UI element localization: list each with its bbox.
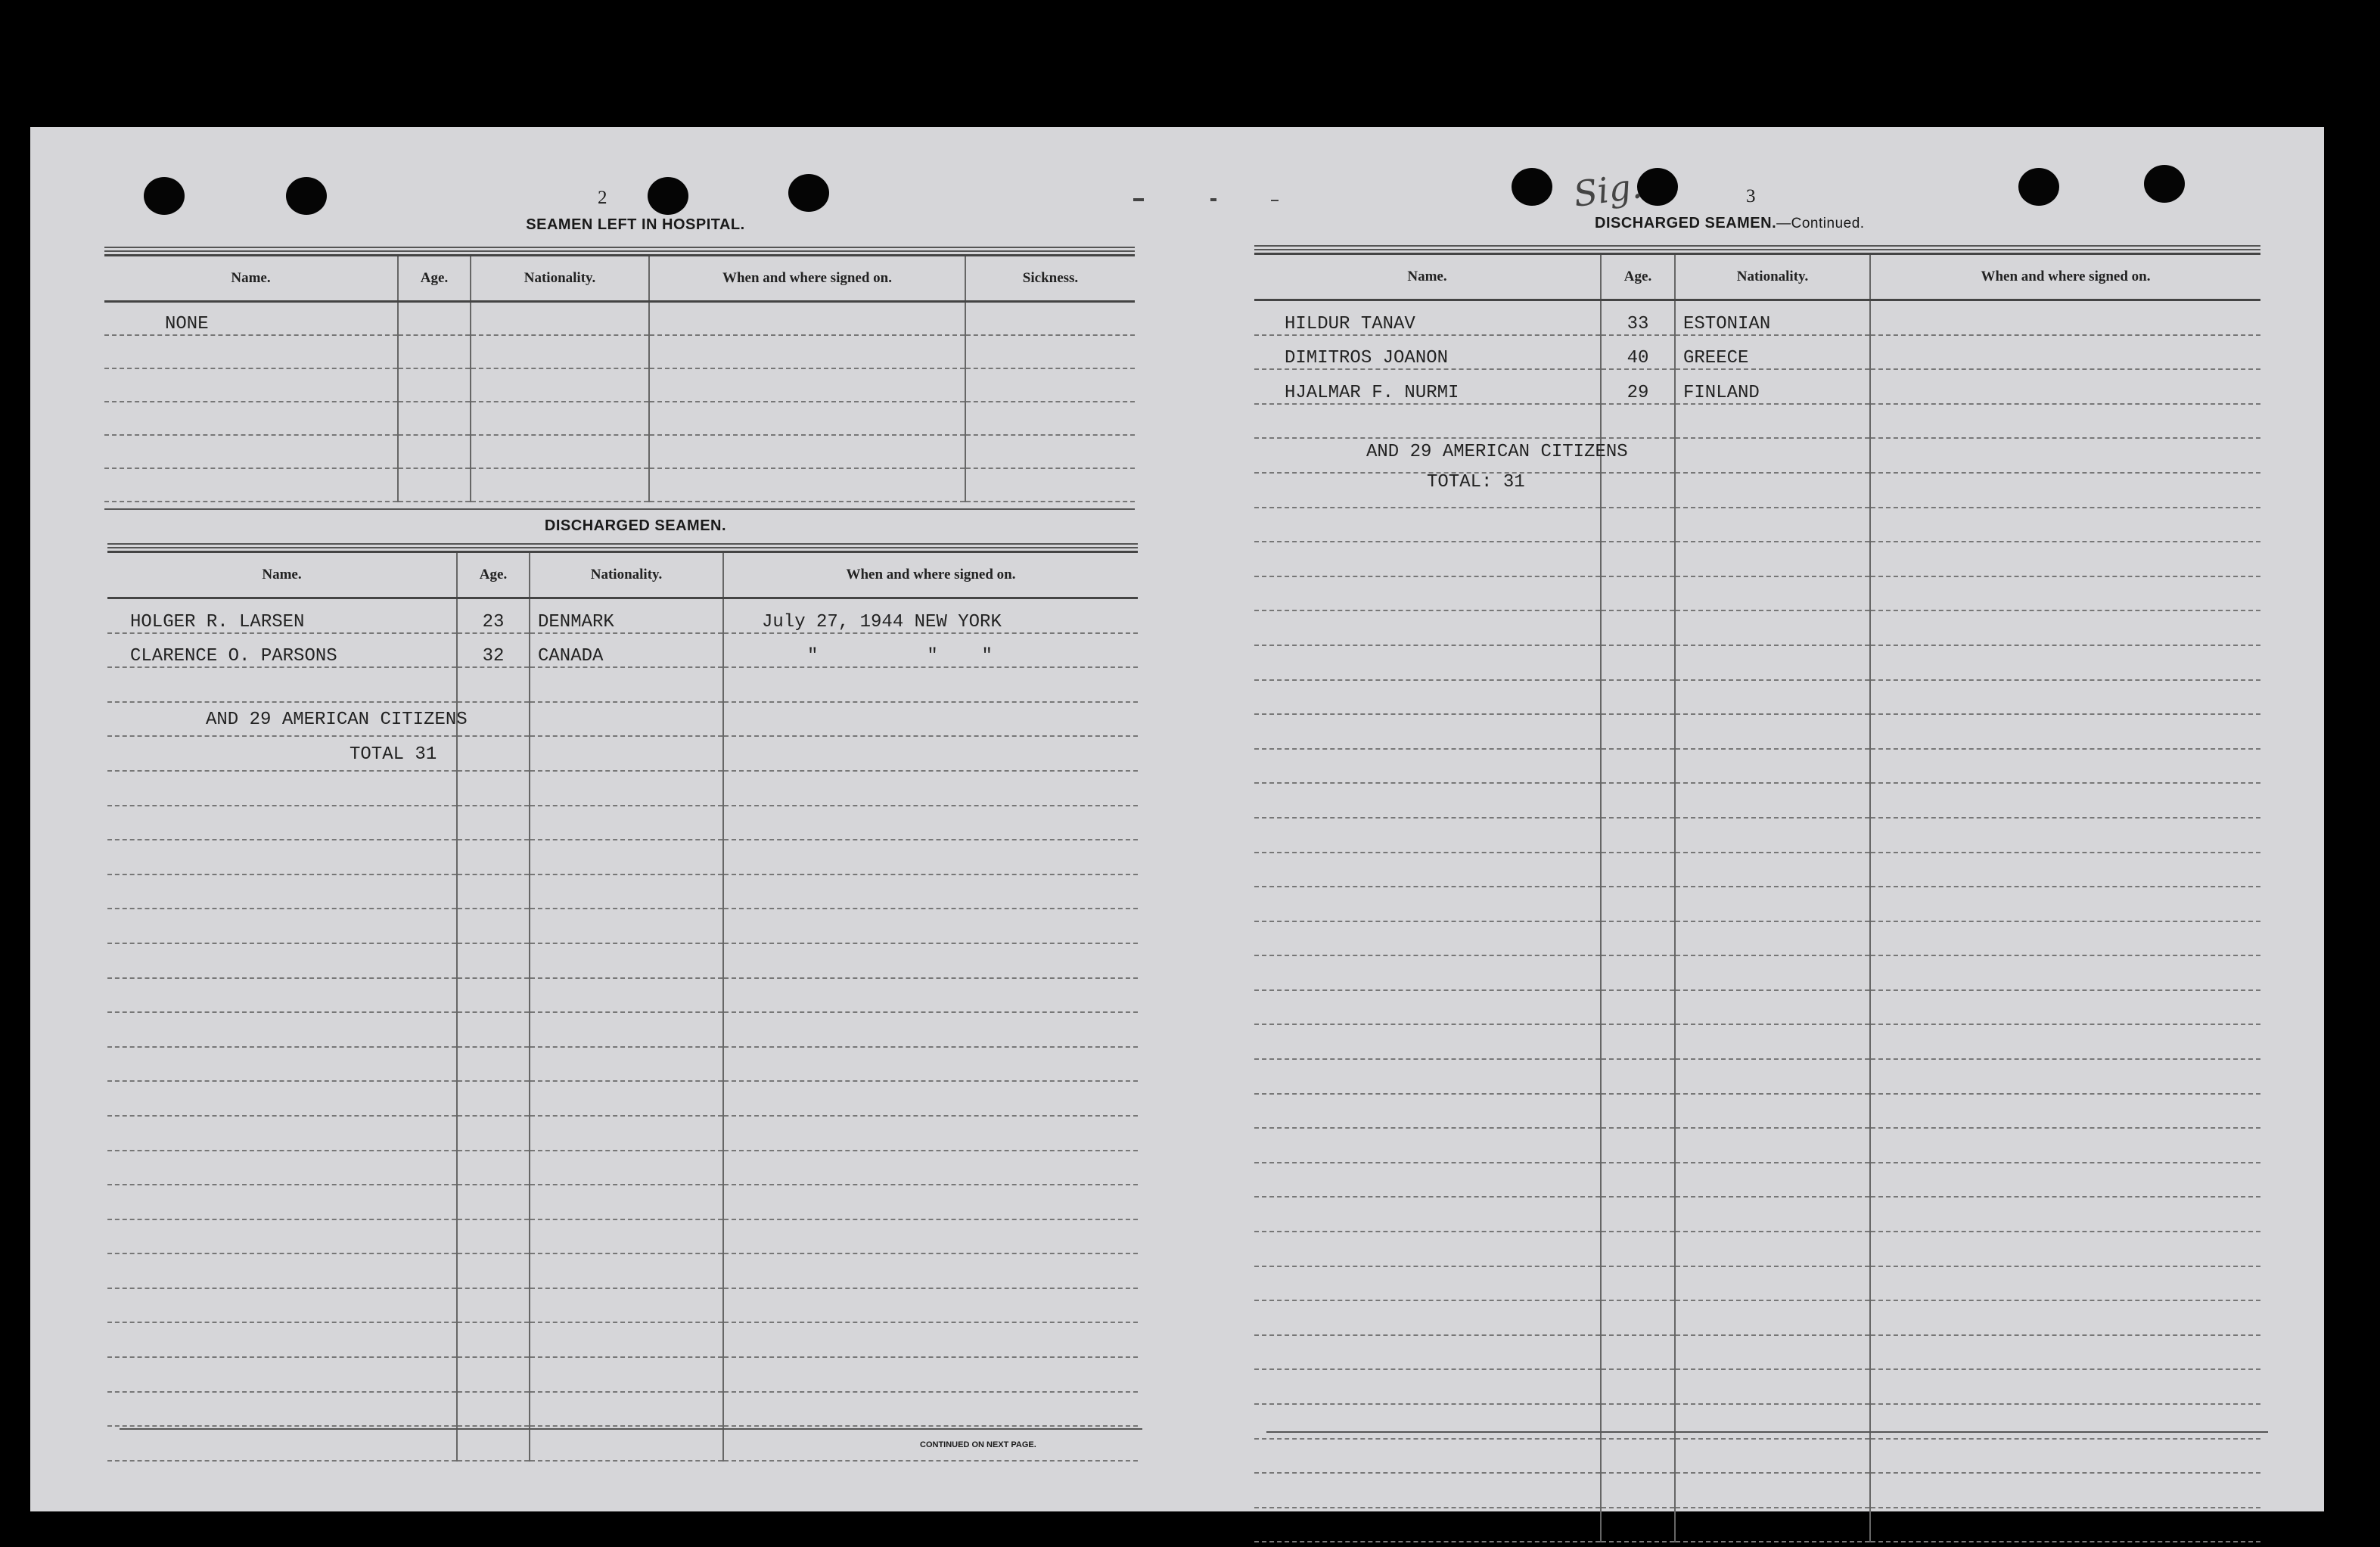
cell-age: 33 xyxy=(1601,300,1675,335)
table-row xyxy=(104,302,1135,336)
scan-mark xyxy=(1271,200,1279,201)
blank-ruled-row xyxy=(1254,1266,2260,1301)
double-rule xyxy=(104,247,1135,252)
page-number: 2 xyxy=(598,188,607,208)
blank-ruled-row xyxy=(1254,576,2260,611)
punch-hole xyxy=(144,177,185,215)
blank-ruled-row xyxy=(1254,1473,2260,1508)
blank-ruled-row xyxy=(107,1253,1138,1288)
blank-ruled-row xyxy=(1254,1128,2260,1163)
cell-signed-on: July 27, 1944 NEW YORK xyxy=(723,598,1138,633)
punch-hole xyxy=(2144,165,2185,203)
double-rule xyxy=(1254,245,2260,250)
blank-ruled-row xyxy=(107,1047,1138,1082)
blank-ruled-row xyxy=(1254,1197,2260,1232)
blank-ruled-row xyxy=(1254,1232,2260,1266)
cell-name: HOLGER R. LARSEN xyxy=(107,598,457,633)
blank-ruled-row xyxy=(107,1392,1138,1427)
blank-ruled-row xyxy=(1254,1094,2260,1129)
american-citizens-note: AND 29 AMERICAN CITIZENS xyxy=(206,710,468,730)
cell-nationality: DENMARK xyxy=(530,598,723,633)
cell-age: 32 xyxy=(457,633,530,668)
blank-ruled-row xyxy=(1254,714,2260,749)
cell-age xyxy=(398,302,471,336)
table-header-row xyxy=(1254,254,2260,300)
cell-signed-on: " " " xyxy=(723,633,1138,668)
blank-ruled-row xyxy=(1254,1508,2260,1542)
cell-signed-on xyxy=(1870,369,2260,404)
blank-ruled-row xyxy=(107,1012,1138,1047)
cell-age: 29 xyxy=(1601,369,1675,404)
blank-ruled-row xyxy=(1254,990,2260,1025)
table-row xyxy=(104,468,1135,502)
bottom-rule xyxy=(1266,1431,2268,1433)
continued-footer: CONTINUED ON NEXT PAGE. xyxy=(920,1440,1036,1449)
column-header-name: Name. xyxy=(107,552,457,598)
cell-nationality: GREECE xyxy=(1675,335,1870,370)
blank-ruled-row xyxy=(1254,680,2260,715)
blank-ruled-row xyxy=(107,1288,1138,1323)
table-row xyxy=(1254,369,2260,404)
blank-ruled-row xyxy=(107,1219,1138,1254)
column-header-nationality: Nationality. xyxy=(1675,254,1870,300)
cell-name: DIMITROS JOANON xyxy=(1254,335,1601,370)
section-title-discharged-continued xyxy=(1595,215,1958,232)
cell-name: HILDUR TANAV xyxy=(1254,300,1601,335)
blank-ruled-row xyxy=(107,771,1138,806)
blank-ruled-row xyxy=(107,806,1138,840)
blank-ruled-row xyxy=(107,1116,1138,1151)
blank-ruled-row xyxy=(1254,955,2260,990)
cell-name: CLARENCE O. PARSONS xyxy=(107,633,457,668)
punch-hole xyxy=(788,174,829,212)
column-header-signed-on: When and where signed on. xyxy=(723,552,1138,598)
blank-ruled-row xyxy=(107,736,1138,771)
cell-name: HJALMAR F. NURMI xyxy=(1254,369,1601,404)
table-row xyxy=(107,598,1138,633)
blank-ruled-row xyxy=(1254,473,2260,508)
blank-ruled-row xyxy=(1254,1369,2260,1404)
blank-ruled-row xyxy=(1254,1300,2260,1335)
blank-ruled-row xyxy=(107,1357,1138,1392)
blank-ruled-row xyxy=(107,978,1138,1013)
column-header-nationality: Nationality. xyxy=(530,552,723,598)
column-header-age: Age. xyxy=(1601,254,1675,300)
blank-ruled-row xyxy=(107,840,1138,874)
section-title-discharged: DISCHARGED SEAMEN. xyxy=(544,517,727,534)
column-header-name: Name. xyxy=(1254,254,1601,300)
table-row xyxy=(104,335,1135,368)
cell-signed-on xyxy=(1870,300,2260,335)
blank-ruled-row xyxy=(1254,508,2260,542)
table-row xyxy=(1254,300,2260,335)
american-citizens-note: AND 29 AMERICAN CITIZENS xyxy=(1366,442,1628,462)
blank-ruled-row xyxy=(1254,1059,2260,1094)
blank-ruled-row xyxy=(107,1185,1138,1219)
punch-hole xyxy=(286,177,327,215)
handwritten-signature: Sig. xyxy=(1571,164,1645,216)
cell-nationality: CANADA xyxy=(530,633,723,668)
blank-ruled-row xyxy=(1254,610,2260,645)
punch-hole xyxy=(2018,168,2059,206)
blank-ruled-row xyxy=(1254,818,2260,853)
blank-ruled-row xyxy=(1254,645,2260,680)
column-header-nationality: Nationality. xyxy=(471,256,649,302)
discharged-table xyxy=(107,551,1138,1462)
scanned-form-sheet xyxy=(30,127,2324,1511)
blank-ruled-row xyxy=(107,1081,1138,1116)
column-header-sickness: Sickness. xyxy=(965,256,1135,302)
hospital-table xyxy=(104,254,1135,502)
table-row xyxy=(107,633,1138,668)
blank-ruled-row xyxy=(1254,853,2260,887)
blank-ruled-row xyxy=(1254,1439,2260,1474)
table-header-row xyxy=(104,256,1135,302)
column-header-name: Name. xyxy=(104,256,398,302)
table-row xyxy=(104,368,1135,402)
blank-ruled-row xyxy=(107,874,1138,909)
blank-ruled-row xyxy=(1254,783,2260,818)
blank-ruled-row xyxy=(1254,887,2260,921)
cell-nationality xyxy=(471,302,649,336)
blank-ruled-row xyxy=(1254,1404,2260,1439)
blank-ruled-row xyxy=(1254,1335,2260,1370)
total-note: TOTAL 31 xyxy=(350,744,437,765)
blank-ruled-row xyxy=(1254,749,2260,784)
column-header-signed-on: When and where signed on. xyxy=(1870,254,2260,300)
blank-ruled-row xyxy=(1254,921,2260,956)
cell-name: NONE xyxy=(104,302,398,336)
blank-ruled-row xyxy=(107,1151,1138,1185)
cell-signed-on xyxy=(649,302,965,336)
blank-ruled-row xyxy=(1254,404,2260,439)
blank-ruled-row xyxy=(107,909,1138,943)
table-row xyxy=(104,402,1135,435)
cell-nationality: ESTONIAN xyxy=(1675,300,1870,335)
blank-ruled-row xyxy=(107,667,1138,702)
cell-age: 23 xyxy=(457,598,530,633)
page-number: 3 xyxy=(1746,186,1756,207)
table-row xyxy=(1254,335,2260,370)
blank-ruled-row xyxy=(1254,542,2260,576)
table-header-row xyxy=(107,552,1138,598)
scan-mark xyxy=(1133,198,1144,201)
blank-ruled-row xyxy=(1254,1024,2260,1059)
blank-ruled-row xyxy=(1254,1163,2260,1198)
blank-ruled-row xyxy=(107,943,1138,978)
cell-age: 40 xyxy=(1601,335,1675,370)
scan-mark xyxy=(1210,198,1216,201)
column-header-age: Age. xyxy=(398,256,471,302)
cell-nationality: FINLAND xyxy=(1675,369,1870,404)
title-continued: —Continued. xyxy=(1776,216,1865,231)
column-header-age: Age. xyxy=(457,552,530,598)
section-title-hospital: SEAMEN LEFT IN HOSPITAL. xyxy=(526,216,745,233)
title-main: DISCHARGED SEAMEN. xyxy=(1595,215,1777,231)
total-note: TOTAL: 31 xyxy=(1427,472,1525,492)
cell-signed-on xyxy=(1870,335,2260,370)
bottom-rule xyxy=(120,1428,1142,1430)
punch-hole xyxy=(648,177,688,215)
blank-ruled-row xyxy=(107,1322,1138,1357)
punch-hole xyxy=(1512,168,1552,206)
table-row xyxy=(104,435,1135,468)
double-rule xyxy=(107,543,1138,548)
cell-sickness xyxy=(965,302,1135,336)
column-header-signed-on: When and where signed on. xyxy=(649,256,965,302)
rule xyxy=(104,508,1135,510)
